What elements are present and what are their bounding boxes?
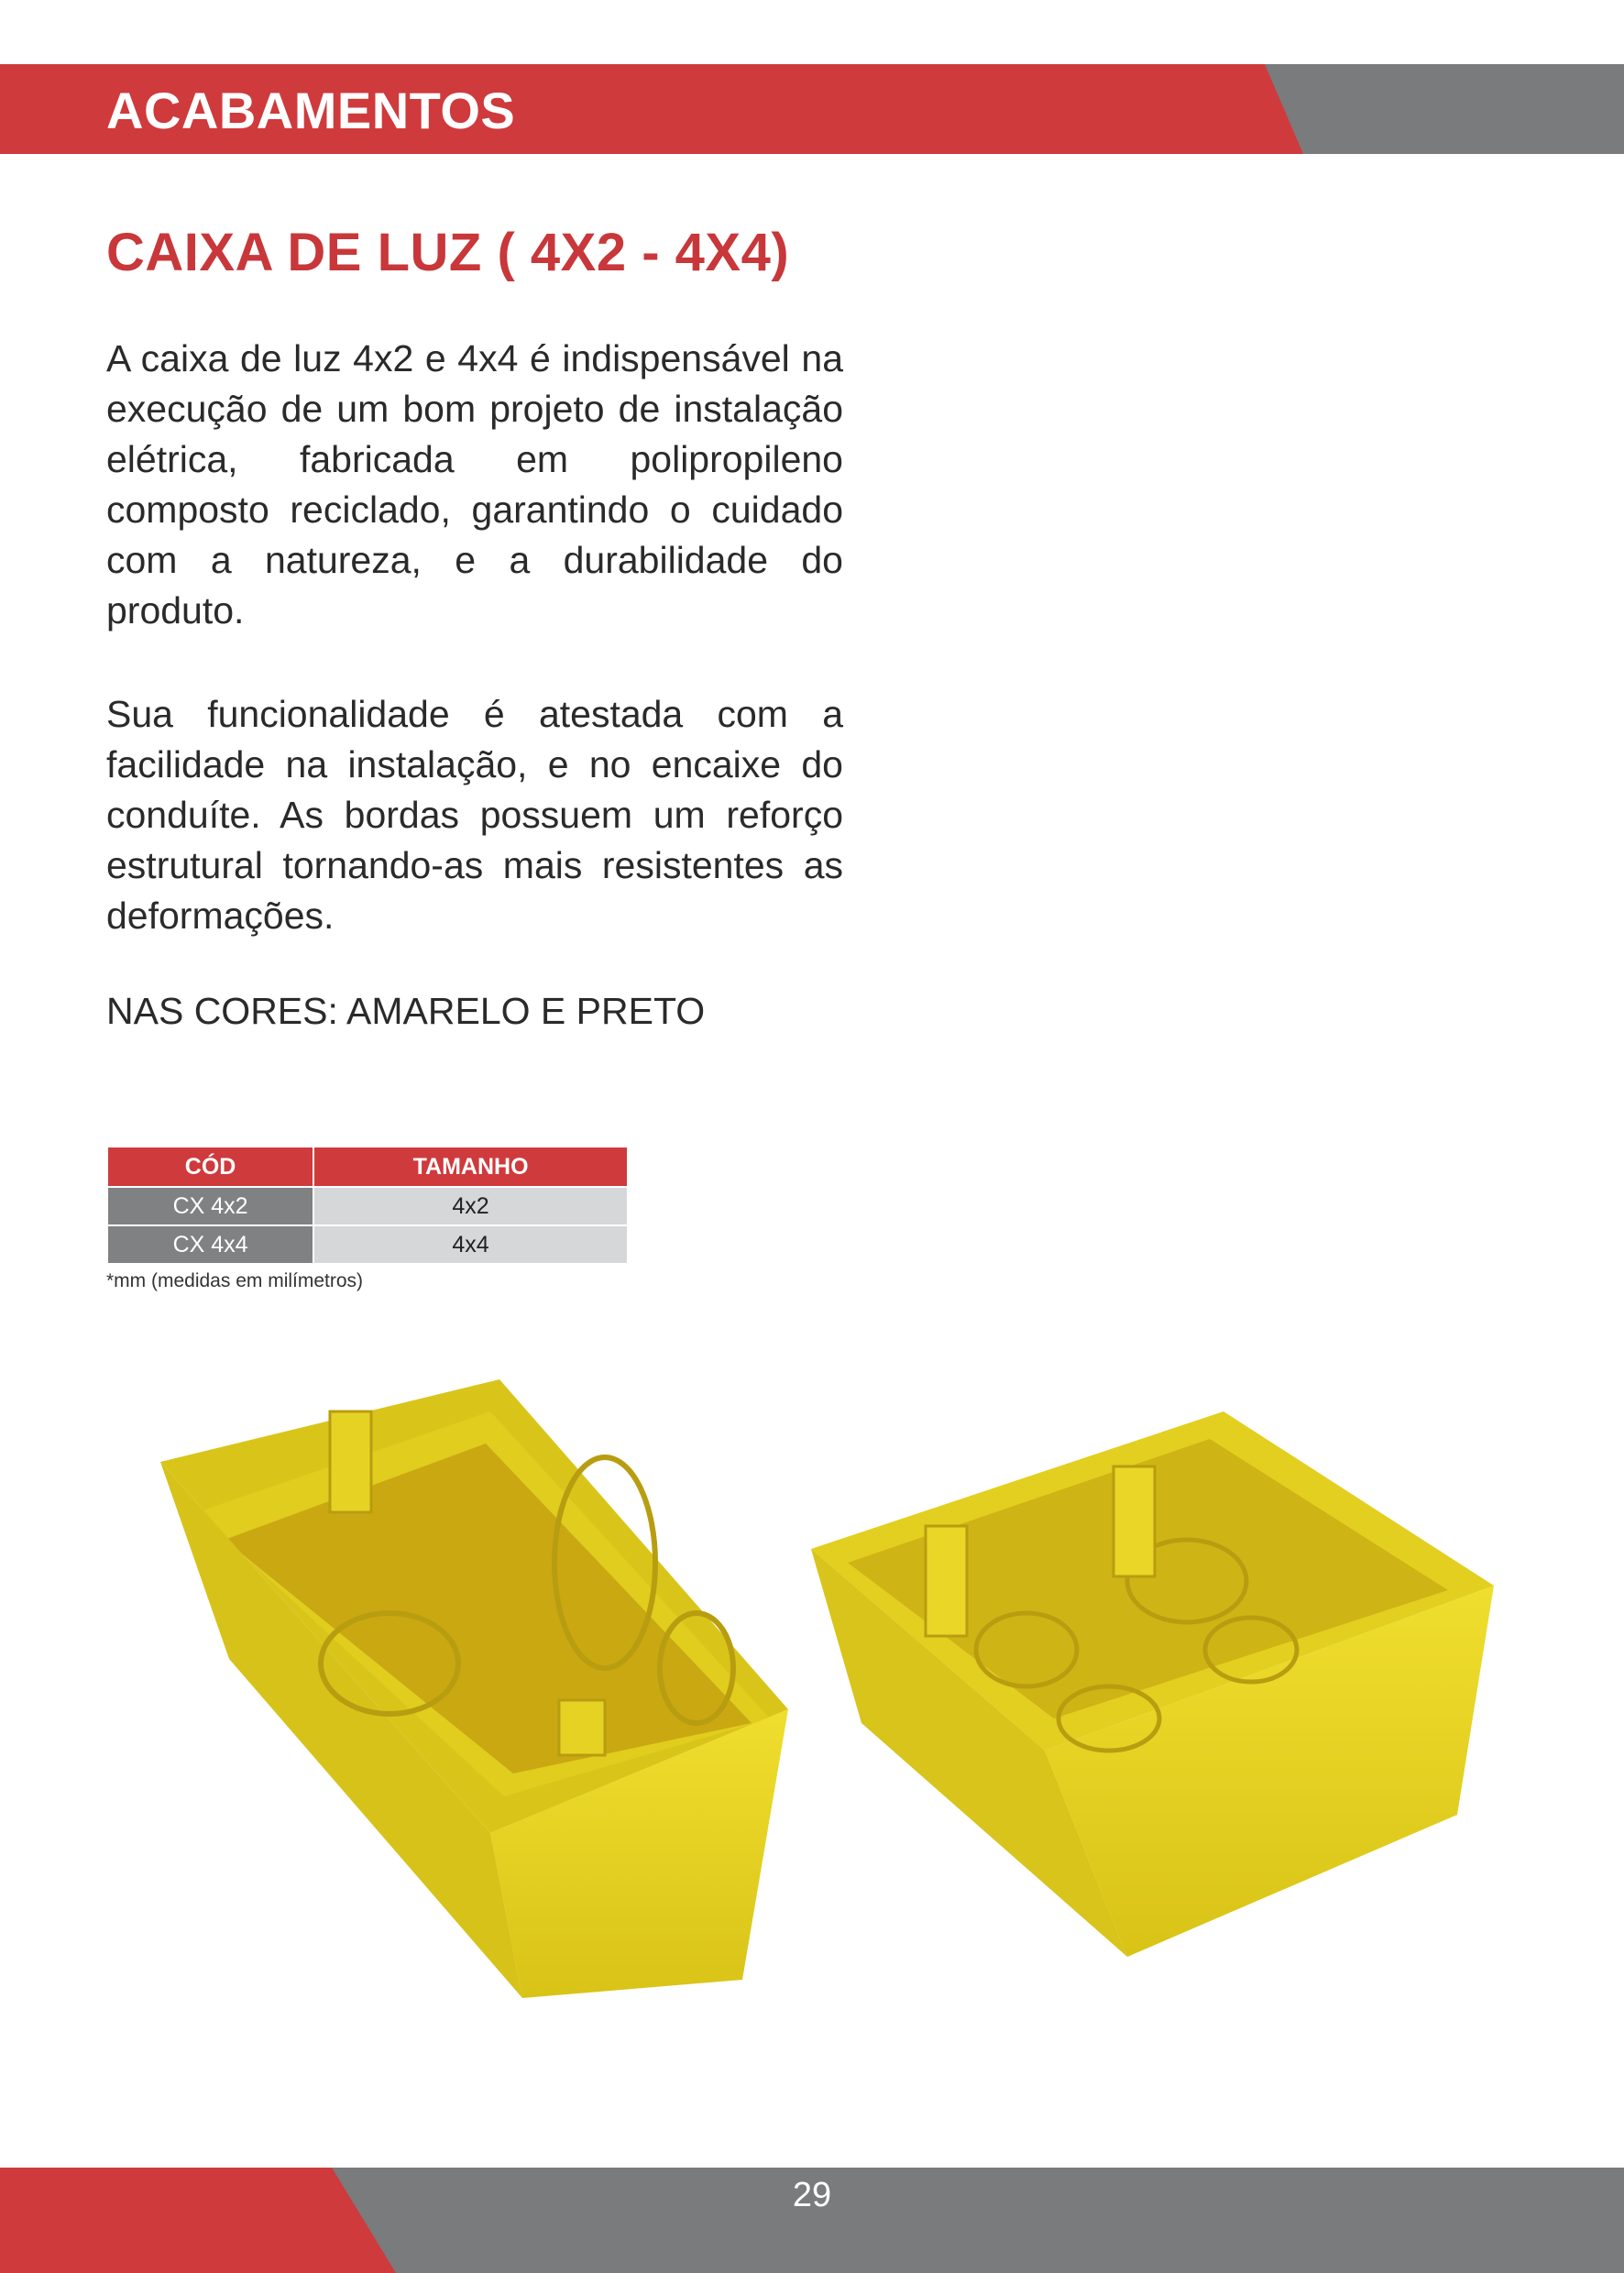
- page-number: 29: [792, 2176, 832, 2214]
- box-4x2-image: [160, 1379, 788, 1998]
- column-header-size: TAMANHO: [313, 1147, 628, 1187]
- table-row: [107, 1225, 628, 1264]
- cell-code: CX 4x4: [107, 1225, 313, 1264]
- product-photo: [128, 1356, 1521, 2016]
- cell-size: 4x2: [313, 1187, 628, 1225]
- cell-code: CX 4x2: [107, 1187, 313, 1225]
- spec-table-header-row: [107, 1147, 628, 1187]
- spec-table: [106, 1146, 629, 1265]
- box-4x4-image: [811, 1411, 1494, 1957]
- product-description-2: Sua funcionalidade é atestada com a facilidade na instalação, e no encaixe do conduíte. As bordas possuem um reforço estrutural tornando-as mais resistentes as deformações.: [106, 693, 843, 937]
- cell-size: 4x4: [313, 1225, 628, 1264]
- table-note: *mm (medidas em milímetros): [106, 1270, 364, 1291]
- table-row: [107, 1187, 628, 1225]
- product-title: CAIXA DE LUZ ( 4X2 - 4X4): [106, 223, 790, 282]
- available-colors: NAS CORES: AMARELO E PRETO: [106, 990, 706, 1032]
- column-header-code: CÓD: [107, 1147, 313, 1187]
- section-title: ACABAMENTOS: [106, 82, 516, 139]
- product-description-1: A caixa de luz 4x2 e 4x4 é indispensável na execução de um bom projeto de instalação elétrica, fabricada em polipropileno composto reciclado, garantindo o cuidado com a natureza, e a durabilidade do produto.: [106, 337, 843, 631]
